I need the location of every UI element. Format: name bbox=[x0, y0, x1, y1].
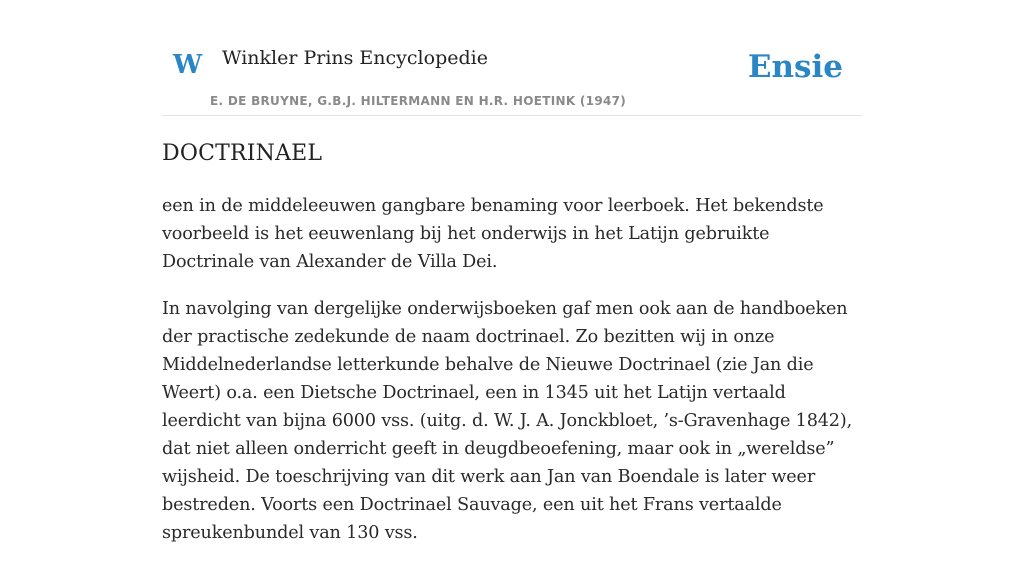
source-header bbox=[162, 0, 862, 116]
entry-body bbox=[162, 192, 862, 566]
ensie-logo[interactable]: Ensie bbox=[747, 49, 843, 85]
source-authors: E. DE BRUYNE, G.B.J. HILTERMANN EN H.R. HOETINK (1947) bbox=[210, 94, 627, 108]
entry-paragraph: In navolging van dergelijke onderwijsboeken gaf men ook aan de handboeken der practische zedekunde de naam doctrinael. Zo bezitten wij in onze Middelnederlandse letterkunde behalve de Nieuwe Doctrinael (zie Jan die Weert) o.a. een Dietsche Doctrinael, een in 1345 uit het Latijn vertaald leerdicht van bijna 6000 vss. (uitg. d. W. J. A. Jonckbloet, ’s-Gravenhage 1842), dat niet alleen onderricht geeft in deugdbeoefening, maar ook in „wereldse” wijsheid. De toeschrijving van dit werk aan Jan van Boendale is later weer bestreden. Voorts een Doctrinael Sauvage, een uit het Frans vertaalde spreukenbundel van 130 vss. bbox=[162, 299, 853, 543]
source-title[interactable]: Winkler Prins Encyclopedie bbox=[222, 47, 488, 69]
page-container bbox=[162, 0, 862, 543]
entry-title: DOCTRINAEL bbox=[162, 141, 323, 166]
entry-paragraph: een in de middeleeuwen gangbare benaming voor leerboek. Het bekendste voorbeeld is het eeuwenlang bij het onderwijs in het Latijn gebruikte Doctrinale van Alexander de Villa Dei. bbox=[162, 196, 824, 272]
winkler-prins-logo[interactable]: W bbox=[173, 50, 203, 80]
